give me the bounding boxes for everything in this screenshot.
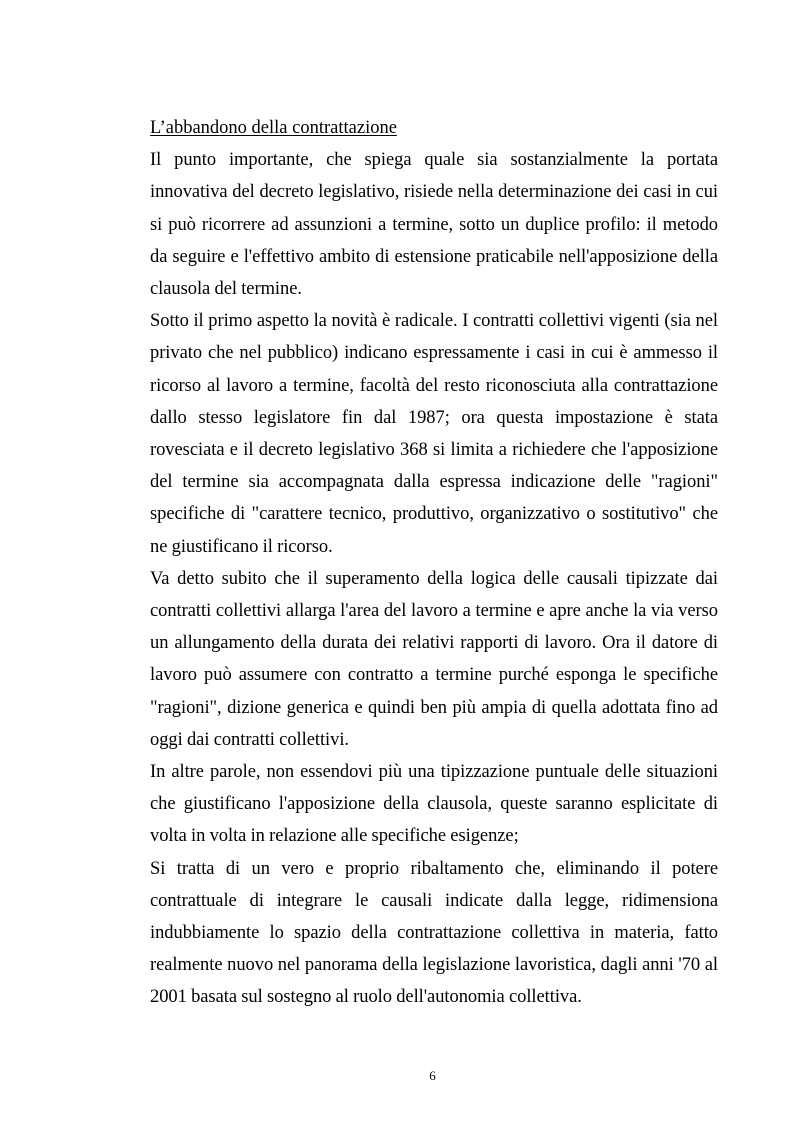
paragraph: Si tratta di un vero e proprio ribaltamento che, eliminando il potere contrattuale di integrare le causali indicate dalla legge, ridimensiona indubbiamente lo spazio della contrattazione collettiva in materia, fatto realmente nuovo nel panorama della legislazione lavoristica, dagli anni '70 al 2001 basata sul sostegno al ruolo dell'autonomia collettiva. (150, 858, 718, 1008)
section-heading: L’abbandono della contrattazione (150, 118, 397, 138)
paragraph: Il punto importante, che spiega quale sia sostanzialmente la portata innovativa del decreto legislativo, risiede nella determinazione dei casi in cui si può ricorrere ad assunzioni a termine, sotto un duplice profilo: il metodo da seguire e l'effettivo ambito di estensione praticabile nell'apposizione della clausola del termine. (150, 150, 718, 300)
document-body (150, 112, 718, 1014)
paragraph: Sotto il primo aspetto la novità è radicale. I contratti collettivi vigenti (sia nel privato che nel pubblico) indicano espressamente i casi in cui è ammesso il ricorso al lavoro a termine, facoltà del resto riconosciuta alla contrattazione dallo stesso legislatore fin dal 1987; ora questa impostazione è stata rovesciata e il decreto legislativo 368 si limita a richiedere che l'apposizione del termine sia accompagnata dalla espressa indicazione delle "ragioni" specifiche di "carattere tecnico, produttivo, organizzativo o sostitutivo" che ne giustificano il ricorso. (150, 311, 718, 557)
page-number: 6 (429, 1068, 436, 1083)
paragraph: In altre parole, non essendovi più una tipizzazione puntuale delle situazioni che giustificano l'apposizione della clausola, queste saranno esplicitate di volta in volta in relazione alle specifiche esigenze; (150, 762, 718, 847)
paragraph: Va detto subito che il superamento della logica delle causali tipizzate dai contratti collettivi allarga l'area del lavoro a termine e apre anche la via verso un allungamento della durata dei relativi rapporti di lavoro. Ora il datore di lavoro può assumere con contratto a termine purché esponga le specifiche "ragioni", dizione generica e quindi ben più ampia di quella adottata fino ad oggi dai contratti collettivi. (150, 568, 718, 750)
